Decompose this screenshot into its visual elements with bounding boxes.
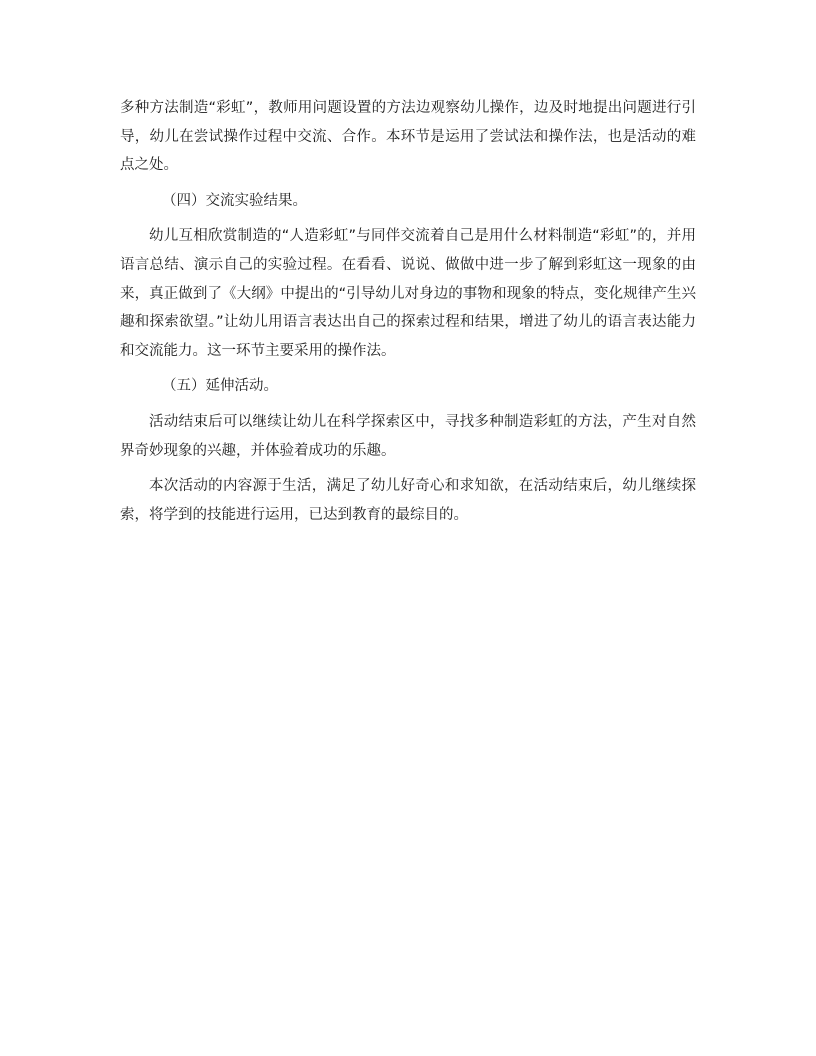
paragraph-continuation: 多种方法制造“彩虹”，教师用问题设置的方法边观察幼儿操作，边及时地提出问题进行引导，幼儿在尝试操作过程中交流、合作。本环节是运用了尝试法和操作法，也是活动的难点之处。: [120, 100, 696, 174]
document-body: [120, 94, 696, 536]
paragraph-summary: 本次活动的内容源于生活，满足了幼儿好奇心和求知欲，在活动结束后，幼儿继续探索，将学到的技能进行运用，已达到教育的最综目的。: [120, 478, 696, 523]
paragraph-exchange-results: 幼儿互相欣赏制造的“人造彩虹”与同伴交流着自己是用什么材料制造“彩虹”的，并用语言总结、演示自己的实验过程。在看看、说说、做做中进一步了解到彩虹这一现象的由来，真正做到了《大纲》中提出的“引导幼儿对身边的事物和现象的特点，变化规律产生兴趣和探索欲望。”让幼儿用语言表达出自己的探索过程和结果，增进了幼儿的语言表达能力和交流能力。这一环节主要采用的操作法。: [120, 228, 696, 359]
section-heading-4: （四）交流实验结果。: [162, 192, 307, 209]
section-heading-5: （五）延伸活动。: [162, 378, 278, 395]
paragraph-extension-activity: 活动结束后可以继续让幼儿在科学探索区中，寻找多种制造彩虹的方法，产生对自然界奇妙现象的兴趣，并体验着成功的乐趣。: [120, 413, 696, 459]
